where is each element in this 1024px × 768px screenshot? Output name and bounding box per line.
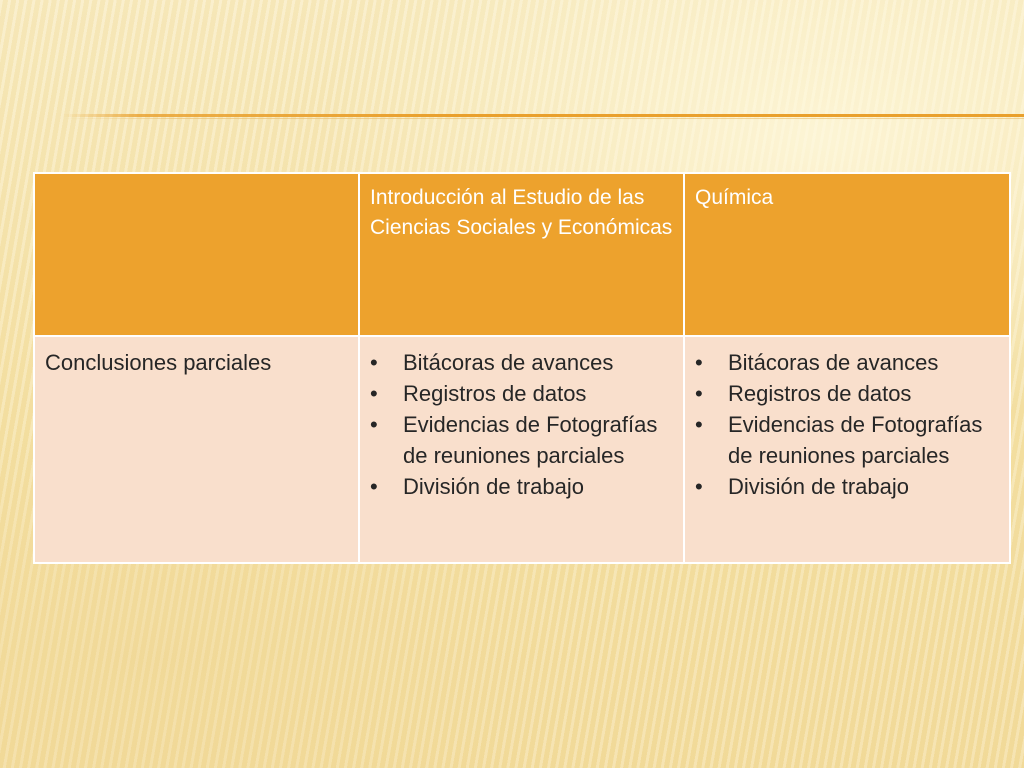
- header-cell-ciencias-sociales: Introducción al Estudio de las Ciencias Sociales y Económicas: [359, 173, 684, 336]
- bullet-list: [370, 347, 673, 502]
- title-divider-line: [62, 114, 1024, 117]
- row-label-conclusiones: Conclusiones parciales: [34, 336, 359, 563]
- list-item: • Registros de datos: [695, 378, 999, 409]
- list-item: • División de trabajo: [695, 471, 999, 502]
- bullet-list: [695, 347, 999, 502]
- comparison-table: [33, 172, 1011, 564]
- list-item: • Bitácoras de avances: [695, 347, 999, 378]
- header-cell-quimica: Química: [684, 173, 1010, 336]
- list-item: • Evidencias de Fotografías de reuniones parciales: [370, 409, 673, 471]
- cell-ciencias-sociales-items: [359, 336, 684, 563]
- title-divider-shadow: [62, 118, 1024, 119]
- table-row: [34, 336, 1010, 563]
- list-item: • Evidencias de Fotografías de reuniones parciales: [695, 409, 999, 471]
- cell-quimica-items: [684, 336, 1010, 563]
- list-item: • División de trabajo: [370, 471, 673, 502]
- table-header-row: [34, 173, 1010, 336]
- header-cell-corner: [34, 173, 359, 336]
- list-item: • Registros de datos: [370, 378, 673, 409]
- list-item: • Bitácoras de avances: [370, 347, 673, 378]
